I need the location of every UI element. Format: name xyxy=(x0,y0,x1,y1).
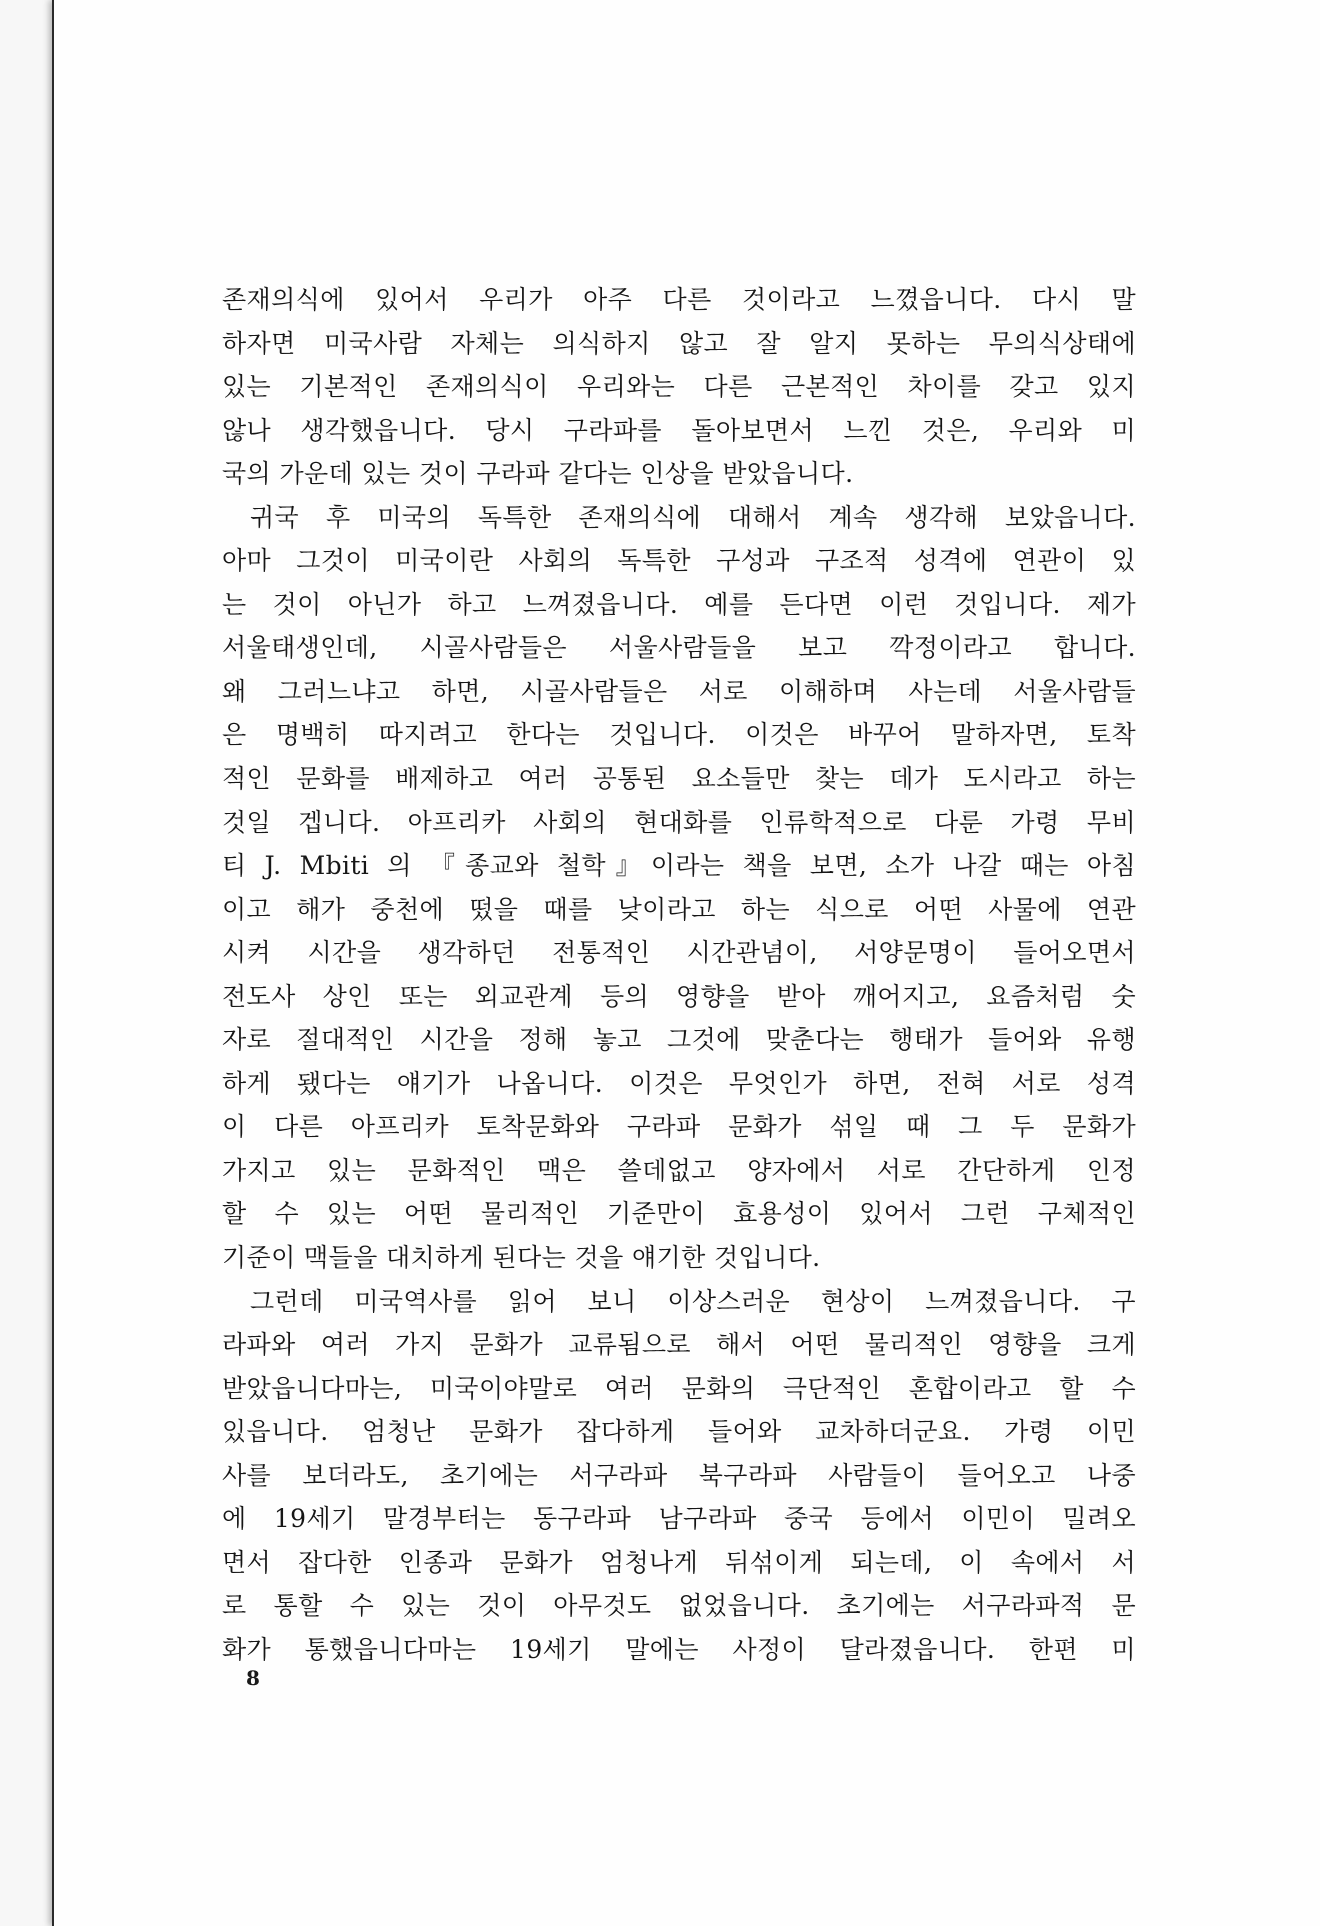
text-line: 은 명백히 따지려고 한다는 것입니다. 이것은 바꾸어 말하자면, 토착 xyxy=(222,720,1136,750)
text-line: 그런데 미국역사를 읽어 보니 이상스러운 현상이 느껴졌읍니다. 구 xyxy=(250,1286,1136,1316)
text-line: 존재의식에 있어서 우리가 아주 다른 것이라고 느꼈읍니다. 다시 말 xyxy=(222,285,1136,314)
text-line: 에 19세기 말경부터는 동구라파 남구라파 중국 등에서 이민이 밀려오 xyxy=(222,1504,1136,1534)
text-line: 아마 그것이 미국이란 사회의 독특한 구성과 구조적 성격에 연관이 있 xyxy=(222,546,1136,576)
text-line: 이 다른 아프리카 토착문화와 구라파 문화가 섞일 때 그 두 문화가 xyxy=(222,1112,1136,1142)
text-line: 하자면 미국사람 자체는 의식하지 않고 잘 알지 못하는 무의식상태에 xyxy=(222,328,1136,358)
paragraph xyxy=(222,496,1136,1280)
paragraph xyxy=(222,1280,1136,1672)
text-line: 적인 문화를 배제하고 여러 공통된 요소들만 찾는 데가 도시라고 하는 xyxy=(222,764,1136,794)
text-line: 기준이 맥들을 대치하게 된다는 것을 얘기한 것입니다. xyxy=(222,1243,821,1273)
text-line: 받았읍니다마는, 미국이야말로 여러 문화의 극단적인 혼합이라고 할 수 xyxy=(222,1373,1136,1403)
text-line: 있읍니다. 엄청난 문화가 잡다하게 들어와 교차하더군요. 가령 이민 xyxy=(222,1417,1136,1447)
text-line: 가지고 있는 문화적인 맥은 쓸데없고 양자에서 서로 간단하게 인정 xyxy=(222,1155,1136,1185)
text-line: 않나 생각했읍니다. 당시 구라파를 돌아보면서 느낀 것은, 우리와 미 xyxy=(222,415,1136,445)
text-line: 는 것이 아닌가 하고 느껴졌읍니다. 예를 든다면 이런 것입니다. 제가 xyxy=(222,589,1136,619)
text-line: 화가 통했읍니다마는 19세기 말에는 사정이 달라졌읍니다. 한편 미 xyxy=(222,1634,1136,1664)
text-line: 하게 됐다는 얘기가 나옵니다. 이것은 무엇인가 하면, 전혀 서로 성격 xyxy=(222,1068,1136,1098)
text-line: 왜 그러느냐고 하면, 시골사람들은 서로 이해하며 사는데 서울사람들 xyxy=(222,676,1136,706)
paragraph xyxy=(222,278,1136,496)
text-line: 자로 절대적인 시간을 정해 놓고 그것에 맞춘다는 행태가 들어와 유행 xyxy=(222,1025,1136,1055)
scan-margin xyxy=(0,0,52,1926)
text-line: 국의 가운데 있는 것이 구라파 같다는 인상을 받았읍니다. xyxy=(222,459,854,489)
text-line: 로 통할 수 있는 것이 아무것도 없었읍니다. 초기에는 서구라파적 문 xyxy=(222,1591,1136,1621)
text-line: 티 J. Mbiti 의 『종교와 철학』이라는 책을 보면, 소가 나갈 때는 아침 xyxy=(222,851,1136,881)
text-line: 시켜 시간을 생각하던 전통적인 시간관념이, 서양문명이 들어오면서 xyxy=(222,938,1136,968)
text-line: 서울태생인데, 시골사람들은 서울사람들을 보고 깍정이라고 합니다. xyxy=(222,633,1136,663)
text-line: 귀국 후 미국의 독특한 존재의식에 대해서 계속 생각해 보았읍니다. xyxy=(250,502,1136,532)
page-number: 8 xyxy=(246,1666,260,1690)
body-text xyxy=(222,278,1136,1672)
text-line: 라파와 여러 가지 문화가 교류됨으로 해서 어떤 물리적인 영향을 크게 xyxy=(222,1330,1136,1360)
text-line: 있는 기본적인 존재의식이 우리와는 다른 근본적인 차이를 갖고 있지 xyxy=(222,372,1136,402)
text-line: 전도사 상인 또는 외교관계 등의 영향을 받아 깨어지고, 요즘처럼 숫 xyxy=(222,981,1136,1011)
text-line: 면서 잡다한 인종과 문화가 엄청나게 뒤섞이게 되는데, 이 속에서 서 xyxy=(222,1547,1136,1577)
text-line: 것일 겝니다. 아프리카 사회의 현대화를 인류학적으로 다룬 가령 무비 xyxy=(222,807,1136,837)
text-line: 이고 해가 중천에 떴을 때를 낮이라고 하는 식으로 어떤 사물에 연관 xyxy=(222,894,1136,924)
text-line: 할 수 있는 어떤 물리적인 기준만이 효용성이 있어서 그런 구체적인 xyxy=(222,1199,1136,1229)
text-line: 사를 보더라도, 초기에는 서구라파 북구라파 사람들이 들어오고 나중 xyxy=(222,1460,1136,1490)
